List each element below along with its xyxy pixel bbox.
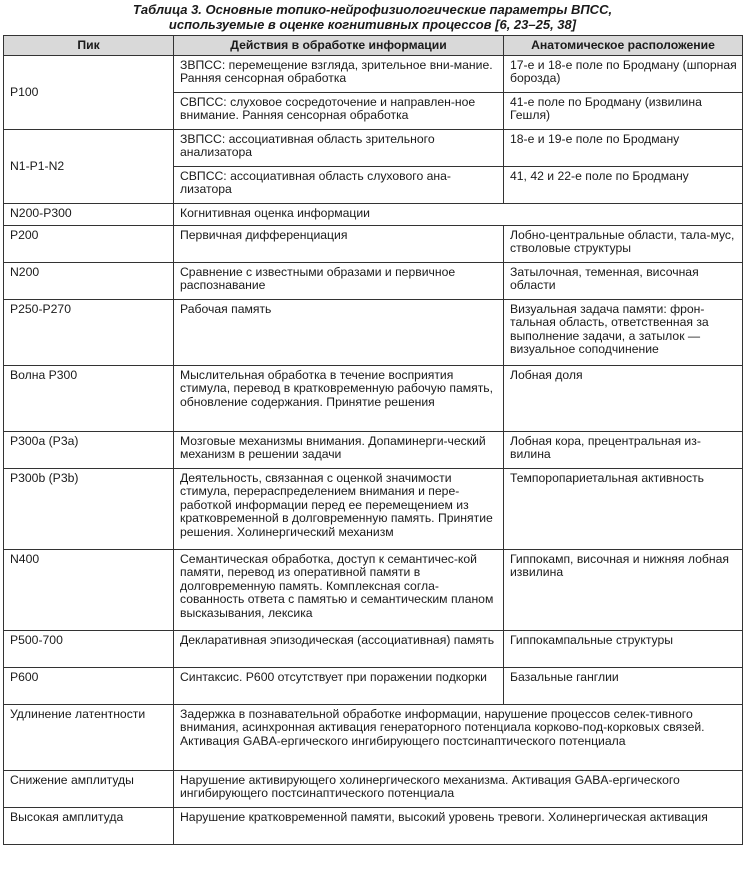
peak-cell: N200-P300 (4, 204, 174, 226)
peak-cell: P300b (P3b) (4, 469, 174, 550)
table-row (4, 550, 743, 631)
location-cell: Лобная доля (504, 366, 743, 432)
location-cell: 18-е и 19-е поле по Бродману (504, 130, 743, 167)
header-row (4, 36, 743, 56)
peak-cell: Высокая амплитуда (4, 808, 174, 845)
location-cell: Лобная кора, прецентральная из-вилина (504, 432, 743, 469)
location-cell: Темпоропариетальная активность (504, 469, 743, 550)
action-cell: Мозговые механизмы внимания. Допаминерги-ческий механизм в решении задачи (174, 432, 504, 469)
peak-cell: Волна P300 (4, 366, 174, 432)
location-cell: Гиппокампальные структуры (504, 631, 743, 668)
peak-cell: P300a (P3a) (4, 432, 174, 469)
action-cell: Нарушение активирующего холинергического механизма. Активация GABA-ергического ингибирующего постсинаптического потенциала (174, 771, 743, 808)
location-cell: 41-е поле по Бродману (извилина Гешля) (504, 93, 743, 130)
action-cell: Первичная дифференциация (174, 226, 504, 263)
peak-cell: Удлинение латентности (4, 705, 174, 771)
table-row (4, 263, 743, 300)
action-cell: Рабочая память (174, 300, 504, 366)
action-cell: Мыслительная обработка в течение восприятия стимула, перевод в кратковременную рабочую память, обновление содержания. Принятие решения (174, 366, 504, 432)
action-cell: Семантическая обработка, доступ к семантичес-кой памяти, перевод из оперативной памяти в долговременную память. Комплексная согла-сованность ответа с памятью и семантическим планом высказывания, лексика (174, 550, 504, 631)
header-location: Анатомическое расположение (504, 36, 743, 56)
peak-cell: P600 (4, 668, 174, 705)
table-caption (0, 2, 745, 32)
caption-line-1: Таблица 3. Основные топико-нейрофизиологические параметры ВПСС, (132, 2, 613, 17)
header-action: Действия в обработке информации (174, 36, 504, 56)
table-row (4, 366, 743, 432)
location-cell: 17-е и 18-е поле по Бродману (шпорная борозда) (504, 56, 743, 93)
action-cell: Нарушение кратковременной памяти, высокий уровень тревоги. Холинергическая активация (174, 808, 743, 845)
header-peak: Пик (4, 36, 174, 56)
table-row (4, 469, 743, 550)
location-cell: Гиппокамп, височная и нижняя лобная извилина (504, 550, 743, 631)
peak-cell: P500-700 (4, 631, 174, 668)
action-cell: Сравнение с известными образами и первичное распознавание (174, 263, 504, 300)
location-cell: Лобно-центральные области, тала-мус, стволовые структуры (504, 226, 743, 263)
action-cell: Когнитивная оценка информации (174, 204, 743, 226)
location-cell: Базальные ганглии (504, 668, 743, 705)
peak-cell: P100 (4, 56, 174, 130)
peak-cell: N200 (4, 263, 174, 300)
table-row (4, 432, 743, 469)
caption-line-2: используемые в оценке когнитивных процессов [6, 23–25, 38] (168, 17, 577, 32)
table-row (4, 56, 743, 93)
peak-cell: P250-P270 (4, 300, 174, 366)
table-row (4, 631, 743, 668)
location-cell: Затылочная, теменная, височная области (504, 263, 743, 300)
action-cell: ЗВПСС: перемещение взгляда, зрительное вни-мание. Ранняя сенсорная обработка (174, 56, 504, 93)
peak-cell: N1-P1-N2 (4, 130, 174, 204)
location-cell: 41, 42 и 22-е поле по Бродману (504, 167, 743, 204)
action-cell: Деятельность, связанная с оценкой значимости стимула, перераспределением внимания и пере-работкой информации перед ее перемещением из кратковременной в долговременную память. Принятие решения. Холинергический механизм (174, 469, 504, 550)
table-row (4, 226, 743, 263)
action-cell: СВПСС: ассоциативная область слухового ана-лизатора (174, 167, 504, 204)
table-row (4, 808, 743, 845)
peak-cell: Снижение амплитуды (4, 771, 174, 808)
action-cell: Синтаксис. P600 отсутствует при поражении подкорки (174, 668, 504, 705)
table-row (4, 705, 743, 771)
location-cell: Визуальная задача памяти: фрон-тальная область, ответственная за выполнение задачи, а затылок — визуальное соподчинение (504, 300, 743, 366)
table-row (4, 300, 743, 366)
peak-cell: N400 (4, 550, 174, 631)
action-cell: ЗВПСС: ассоциативная область зрительного анализатора (174, 130, 504, 167)
action-cell: Декларативная эпизодическая (ассоциативная) память (174, 631, 504, 668)
action-cell: СВПСС: слуховое сосредоточение и направлен-ное внимание. Ранняя сенсорная обработка (174, 93, 504, 130)
data-table (3, 35, 743, 845)
table-row (4, 204, 743, 226)
action-cell: Задержка в познавательной обработке информации, нарушение процессов селек-тивного внимания, асинхронная активация генераторного потенциала корково-под-корковых связей. Активация GABA-ергического ингибирующего постсинаптического потенциала (174, 705, 743, 771)
table-row (4, 130, 743, 167)
peak-cell: P200 (4, 226, 174, 263)
table-row (4, 771, 743, 808)
table-row (4, 668, 743, 705)
